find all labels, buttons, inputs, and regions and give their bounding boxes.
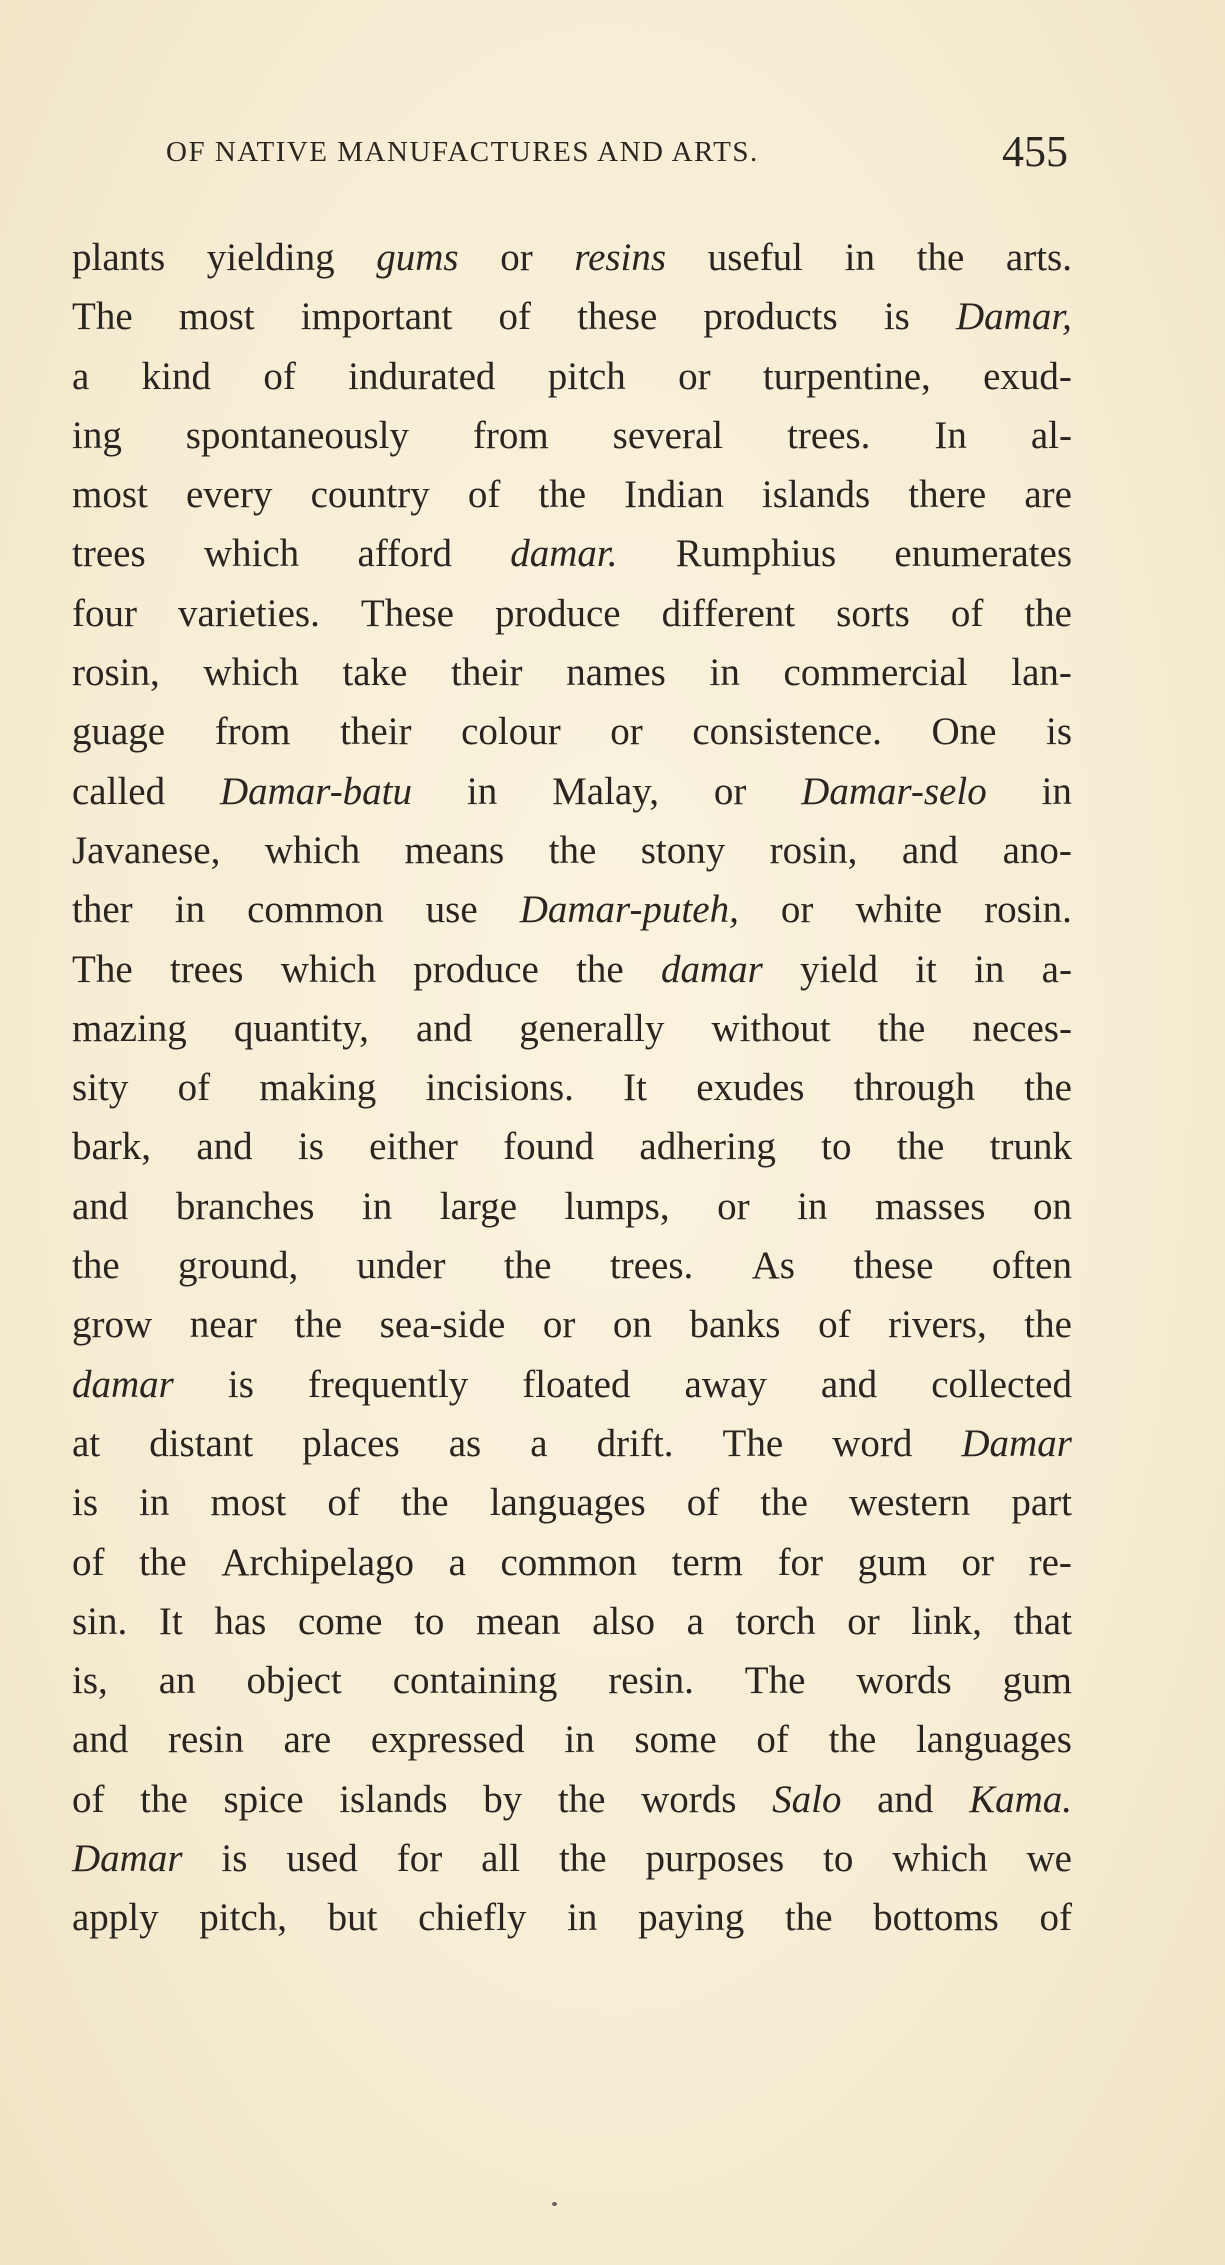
word: al- — [1030, 413, 1072, 457]
word: either — [369, 1125, 458, 1169]
word: in — [844, 236, 875, 279]
word: colour — [461, 710, 561, 754]
word: link, — [911, 1599, 982, 1643]
word: the — [558, 1837, 607, 1881]
word: for — [396, 1837, 443, 1881]
text-line — [72, 406, 1072, 465]
body-text — [72, 228, 1072, 1948]
text-line — [72, 584, 1072, 643]
word: the — [1024, 1303, 1072, 1347]
word: the — [548, 828, 597, 872]
word: trees. — [787, 413, 871, 457]
word: words — [856, 1659, 952, 1703]
word: gum — [857, 1540, 927, 1584]
word: expressed — [370, 1718, 525, 1762]
word: In — [934, 413, 967, 457]
word: the — [896, 1125, 945, 1169]
italic-word: Damar-selo — [801, 769, 987, 813]
word: large — [439, 1184, 518, 1228]
ink-speck — [552, 2202, 557, 2206]
word: trees. — [609, 1244, 694, 1288]
word: of — [950, 591, 984, 635]
text-line — [72, 1236, 1072, 1295]
word: or — [961, 1540, 995, 1584]
word: in — [139, 1481, 170, 1525]
word: most — [178, 295, 255, 339]
word: drift. — [596, 1421, 674, 1465]
word: in — [361, 1184, 393, 1228]
word: It — [623, 1066, 647, 1110]
word: the — [877, 1006, 926, 1050]
word: bottoms — [873, 1896, 999, 1940]
page-number: 455 — [1002, 127, 1068, 176]
word: The — [744, 1659, 806, 1703]
word: sorts — [836, 591, 910, 635]
text-line — [72, 702, 1072, 761]
word: also — [592, 1599, 655, 1643]
word: the — [1024, 591, 1072, 635]
word: and — [72, 1718, 129, 1762]
word: of — [498, 295, 532, 339]
word: rosin, — [769, 828, 858, 872]
word: collected — [931, 1362, 1072, 1406]
word: which — [264, 828, 361, 872]
word: their — [340, 710, 412, 754]
word: floated — [522, 1362, 631, 1406]
word: at — [72, 1421, 101, 1465]
word: of — [1039, 1896, 1072, 1940]
word: arts. — [1005, 236, 1072, 279]
word: Indian — [624, 473, 724, 517]
text-line — [72, 1177, 1072, 1236]
word: consistence. — [692, 710, 882, 754]
word: varieties. — [177, 591, 320, 635]
word: frequently — [307, 1362, 469, 1406]
word: rosin, — [72, 651, 160, 695]
word: lan- — [1011, 651, 1072, 695]
word: the — [576, 947, 624, 991]
word: islands — [339, 1777, 448, 1821]
word: rivers, — [888, 1303, 987, 1347]
word: which — [892, 1837, 988, 1881]
italic-word: gums — [376, 236, 459, 279]
word: the — [784, 1896, 833, 1940]
word: of — [72, 1777, 105, 1821]
word: by — [483, 1777, 523, 1821]
word: the — [503, 1244, 552, 1288]
word: most — [210, 1481, 287, 1525]
italic-word: Damar-batu — [219, 769, 413, 813]
word: are — [1024, 473, 1072, 517]
word: western — [848, 1481, 971, 1525]
word: useful — [707, 236, 804, 279]
word: and — [415, 1006, 473, 1050]
word: enumerates — [894, 532, 1072, 576]
word: plants — [72, 236, 166, 279]
word: mazing — [72, 1006, 187, 1050]
word: but — [327, 1896, 378, 1940]
word: incisions. — [425, 1066, 574, 1110]
word: take — [342, 651, 408, 695]
word: from — [214, 710, 291, 754]
word: or — [500, 236, 533, 279]
word: the — [760, 1481, 808, 1525]
word: spontaneously — [185, 413, 409, 457]
word: grow — [72, 1303, 153, 1347]
word: use — [425, 888, 478, 932]
word: pitch, — [199, 1896, 288, 1940]
word: neces- — [972, 1006, 1072, 1050]
word: an — [158, 1659, 196, 1703]
word: the — [916, 236, 965, 279]
word: names — [566, 651, 666, 695]
word: the — [538, 473, 587, 517]
page-header — [166, 126, 1068, 186]
word: of — [327, 1481, 360, 1525]
word: the — [140, 1777, 188, 1821]
word: masses — [874, 1184, 986, 1228]
word: These — [360, 591, 454, 635]
italic-word: Salo — [772, 1777, 842, 1821]
word: Rumphius — [675, 532, 837, 576]
word: trees — [169, 947, 244, 991]
word: The — [722, 1421, 784, 1465]
word: produce — [494, 591, 621, 635]
word: The — [72, 947, 133, 991]
word: in — [709, 651, 740, 695]
word: of — [467, 473, 501, 517]
word: exud- — [983, 354, 1072, 398]
word: and — [196, 1125, 253, 1169]
word: which — [203, 651, 299, 695]
word: sea-side — [379, 1303, 506, 1347]
word: is — [883, 295, 910, 339]
word: exudes — [696, 1066, 805, 1110]
text-line — [72, 524, 1072, 583]
word: on — [612, 1303, 652, 1347]
word: or — [717, 1184, 750, 1228]
word: resin. — [608, 1659, 694, 1703]
italic-word: Kama. — [969, 1777, 1072, 1821]
word: The — [72, 295, 133, 339]
text-line — [72, 940, 1072, 999]
word: which — [280, 947, 377, 991]
word: every — [185, 473, 273, 517]
text-line — [72, 762, 1072, 821]
word: the — [557, 1777, 606, 1821]
word: object — [246, 1659, 342, 1703]
word: kind — [141, 354, 211, 398]
word: and — [72, 1184, 129, 1228]
text-line — [72, 465, 1072, 524]
word: we — [1026, 1837, 1072, 1881]
word: languages — [489, 1481, 646, 1525]
word: in — [466, 769, 498, 813]
word: word — [832, 1421, 913, 1465]
word: One — [931, 710, 997, 754]
word: from — [472, 413, 549, 457]
word: ther — [72, 888, 133, 932]
text-line — [72, 1770, 1072, 1829]
word: and — [877, 1777, 934, 1821]
word: is — [72, 1481, 99, 1525]
word: the — [294, 1303, 343, 1347]
word: their — [451, 651, 523, 695]
word: the — [139, 1540, 187, 1584]
text-line — [72, 1710, 1072, 1769]
word: these — [577, 295, 658, 339]
word: on — [1032, 1184, 1072, 1228]
word: mean — [476, 1599, 561, 1643]
text-line — [72, 1592, 1072, 1651]
word: in — [174, 888, 206, 932]
word: gum — [1002, 1659, 1072, 1703]
word: found — [503, 1125, 595, 1169]
word: adhering — [639, 1125, 776, 1169]
word: it — [915, 947, 937, 991]
text-line — [72, 1533, 1072, 1592]
word: a — [72, 354, 90, 398]
word: all — [481, 1837, 521, 1881]
word: produce — [413, 947, 539, 991]
word: paying — [638, 1896, 745, 1940]
word: distant — [149, 1421, 254, 1465]
word: As — [751, 1244, 795, 1288]
word: resin — [168, 1718, 244, 1762]
italic-word: damar — [72, 1362, 174, 1406]
word: Malay, — [552, 769, 659, 813]
word: to — [823, 1837, 854, 1881]
word: islands — [761, 473, 871, 517]
word: in — [797, 1184, 828, 1228]
word: called — [72, 769, 166, 813]
word: turpentine, — [762, 354, 931, 398]
word: part — [1011, 1481, 1072, 1525]
word: and — [820, 1362, 878, 1406]
word: to — [821, 1125, 852, 1169]
word: which — [203, 532, 300, 576]
word: afford — [357, 532, 453, 576]
italic-word: Damar-puteh, — [519, 888, 739, 932]
word: in — [1041, 769, 1072, 813]
word: or — [610, 710, 643, 754]
word: spice — [223, 1777, 304, 1821]
word: are — [283, 1718, 332, 1762]
text-line — [72, 287, 1072, 346]
text-line — [72, 1355, 1072, 1414]
word: generally — [519, 1006, 665, 1050]
word: as — [448, 1421, 482, 1465]
word: country — [310, 473, 430, 517]
word: yield — [800, 947, 878, 991]
word: some — [634, 1718, 717, 1762]
word: re- — [1028, 1540, 1072, 1584]
word: in — [974, 947, 1005, 991]
text-line — [72, 643, 1072, 702]
word: near — [189, 1303, 257, 1347]
word: for — [777, 1540, 824, 1584]
word: four — [72, 591, 137, 635]
word: different — [661, 591, 796, 635]
word: chiefly — [418, 1896, 527, 1940]
word: or — [713, 769, 747, 813]
word: is, — [72, 1659, 108, 1703]
word: has — [214, 1599, 267, 1643]
word: is — [227, 1362, 254, 1406]
running-head: OF NATIVE MANUFACTURES AND ARTS. — [166, 136, 759, 168]
word: guage — [72, 710, 166, 754]
text-line — [72, 347, 1072, 406]
word: in — [567, 1896, 598, 1940]
word: indurated — [348, 354, 496, 398]
word: that — [1013, 1599, 1072, 1643]
italic-word: Damar — [72, 1837, 183, 1881]
word: of — [756, 1718, 789, 1762]
word: sin. — [72, 1599, 128, 1643]
word: the — [1024, 1066, 1072, 1110]
word: used — [286, 1837, 358, 1881]
word: is — [297, 1125, 324, 1169]
word: rosin. — [984, 888, 1072, 932]
word: It — [158, 1599, 183, 1643]
word: or — [678, 354, 711, 398]
word: under — [356, 1244, 446, 1288]
word: ground, — [178, 1244, 299, 1288]
word: stony — [640, 828, 726, 872]
text-line — [72, 1829, 1072, 1888]
italic-word: damar. — [510, 532, 618, 576]
word: term — [671, 1540, 743, 1584]
word: most — [72, 473, 148, 517]
word: often — [991, 1244, 1072, 1288]
word: common — [247, 888, 384, 932]
text-line — [72, 1888, 1072, 1947]
word: of — [686, 1481, 720, 1525]
word: making — [259, 1066, 377, 1110]
word: branches — [175, 1184, 315, 1228]
text-line — [72, 1295, 1072, 1354]
word: white — [855, 888, 943, 932]
text-line — [72, 228, 1072, 287]
text-line — [72, 1651, 1072, 1710]
word: of — [263, 354, 296, 398]
word: a — [686, 1599, 704, 1643]
word: languages — [915, 1718, 1072, 1762]
word: is — [221, 1837, 248, 1881]
word: containing — [392, 1659, 558, 1703]
word: or — [542, 1303, 576, 1347]
word: a — [448, 1540, 466, 1584]
word: a — [530, 1421, 548, 1465]
word: quantity, — [233, 1006, 369, 1050]
italic-word: resins — [574, 236, 667, 279]
word: Archipelago — [221, 1540, 415, 1584]
word: apply — [72, 1896, 159, 1940]
word: the — [828, 1718, 877, 1762]
word: means — [404, 828, 505, 872]
word: yielding — [206, 236, 335, 279]
word: in — [564, 1718, 595, 1762]
word: trunk — [989, 1125, 1072, 1169]
word: ing — [72, 413, 122, 457]
word: and — [901, 828, 959, 872]
word: through — [853, 1066, 976, 1110]
word: several — [612, 413, 724, 457]
word: important — [300, 295, 453, 339]
word: without — [711, 1006, 831, 1050]
word: the — [400, 1481, 449, 1525]
text-line — [72, 1117, 1072, 1176]
italic-word: Damar — [961, 1421, 1072, 1465]
text-line — [72, 1473, 1072, 1532]
word: torch — [735, 1599, 816, 1643]
word: commercial — [783, 651, 968, 695]
word: there — [908, 473, 987, 517]
word: products — [703, 295, 838, 339]
word: common — [500, 1540, 637, 1584]
word: is — [1045, 710, 1072, 754]
word: of — [177, 1066, 211, 1110]
word: sity — [72, 1066, 129, 1110]
text-line — [72, 999, 1072, 1058]
word: or — [847, 1599, 880, 1643]
word: pitch — [547, 354, 626, 398]
word: to — [414, 1599, 445, 1643]
word: purposes — [645, 1837, 785, 1881]
word: words — [641, 1777, 737, 1821]
text-line — [72, 1414, 1072, 1473]
word: ano- — [1002, 828, 1072, 872]
italic-word: damar — [660, 947, 763, 991]
word: trees — [72, 532, 146, 576]
word: bark, — [72, 1125, 152, 1169]
word: of — [818, 1303, 851, 1347]
word: or — [780, 888, 814, 932]
word: banks — [689, 1303, 781, 1347]
text-line — [72, 821, 1072, 880]
word: the — [72, 1244, 120, 1288]
word: come — [297, 1599, 383, 1643]
word: Javanese, — [72, 828, 221, 872]
word: these — [853, 1244, 934, 1288]
text-line — [72, 880, 1072, 939]
word: lumps, — [564, 1184, 670, 1228]
word: places — [302, 1421, 400, 1465]
italic-word: Damar, — [955, 295, 1072, 339]
text-line — [72, 1058, 1072, 1117]
word: away — [684, 1362, 767, 1406]
word: a- — [1041, 947, 1072, 991]
word: of — [72, 1540, 105, 1584]
